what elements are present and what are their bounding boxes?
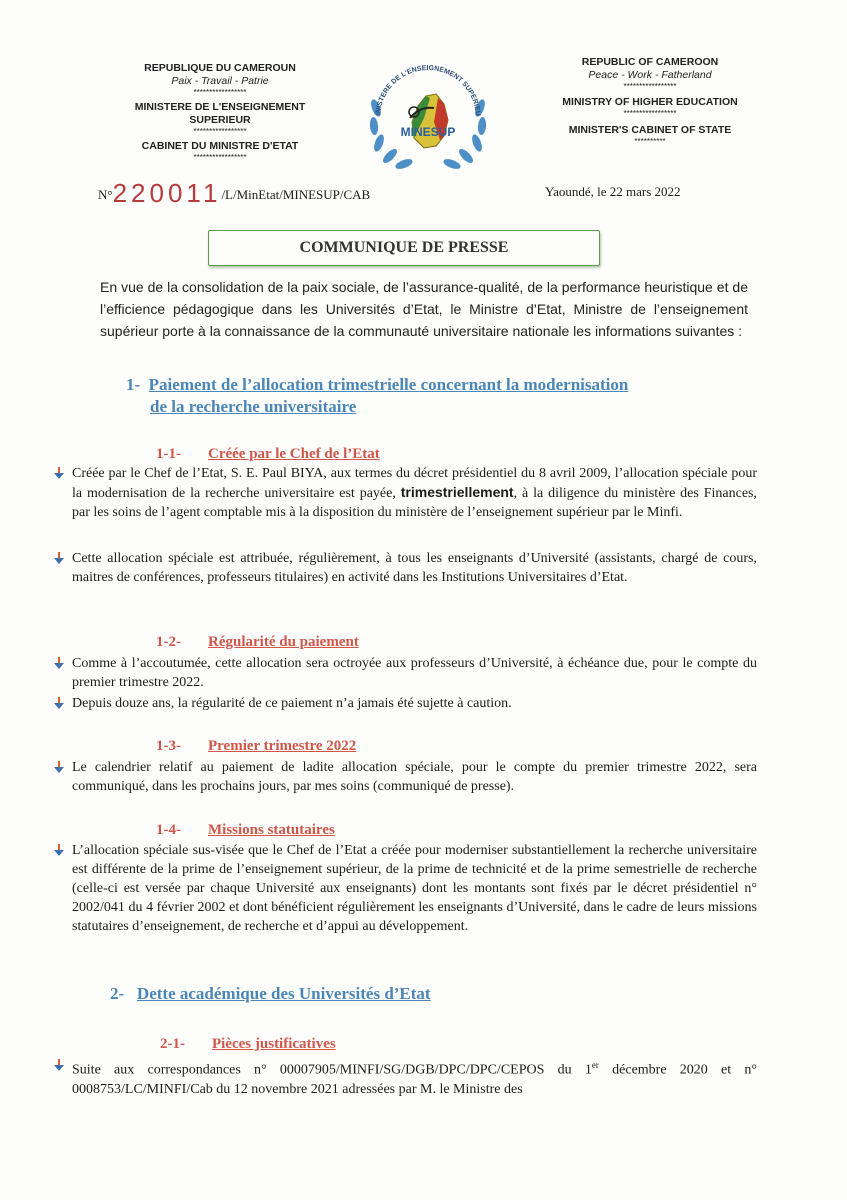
ministry-fr-line2: SUPERIEUR — [189, 114, 251, 126]
cabinet-fr: CABINET DU MINISTRE D'ETAT — [141, 140, 299, 152]
bullet-paragraph — [52, 654, 757, 692]
reference-suffix: /L/MinEtat/MINESUP/CAB — [221, 187, 371, 202]
stars-divider: ***************** — [193, 153, 247, 162]
section-title-line1: Paiement de l’allocation trimestrielle concernant la modernisation — [148, 375, 629, 394]
arrow-bullet-icon — [52, 1058, 66, 1072]
stars-divider: ********** — [634, 137, 666, 146]
stars-divider: ***************** — [623, 109, 677, 118]
bullet-paragraph — [52, 694, 757, 713]
bullet-text: Cette allocation spéciale est attribuée, régulièrement, à tous les enseignants d’Université (assistants, chargé de cours, maitres de conférences, professeurs titulaires) en activité dans les Institutions Universitaires d’Etat. — [72, 551, 757, 585]
subsection-number: 1-1- — [156, 446, 181, 462]
subsection-1-1-heading — [156, 446, 380, 463]
section-1-heading — [126, 374, 756, 418]
reference-prefix: N° — [98, 187, 113, 202]
reference-number — [98, 178, 418, 209]
section-title-line2: de la recherche universitaire — [150, 397, 357, 416]
subsection-number: 2-1- — [160, 1036, 185, 1052]
subsection-1-4-heading — [156, 822, 335, 839]
document-title: COMMUNIQUE DE PRESSE — [299, 239, 509, 256]
bullet-text: décembre 2020 et n° 0008753/LC/MINFI/Cab du 12 novembre 2021 adressées par M. le Ministre des — [72, 1062, 757, 1097]
motto-fr: Paix - Travail - Patrie — [171, 75, 269, 87]
subsection-2-1-heading — [160, 1036, 336, 1053]
bullet-text: Comme à l’accoutumée, cette allocation sera octroyée aux professeurs d’Université, à échéance due, pour le compte du premier trimestre 2022. — [72, 656, 757, 690]
header-left — [100, 62, 340, 162]
subsection-number: 1-3- — [156, 738, 181, 754]
bullet-paragraph — [52, 1056, 757, 1099]
subsection-title: Missions statutaires — [208, 822, 335, 838]
bullet-text: Créée par le Chef de l’Etat, S. E. Paul BIYA, aux termes du décret présidentiel du 8 avril 2009, l’allocation spéciale pour la modernisation de la recherche universitaire est payée, — [72, 466, 757, 501]
title-box — [208, 230, 600, 266]
subsection-title: Pièces justificatives — [212, 1036, 336, 1052]
bullet-text: Le calendrier relatif au paiement de ladite allocation spéciale, pour le compte du premier trimestre 2022, sera communiqué, dans les prochains jours, par mes soins (communiqué de presse). — [72, 760, 757, 794]
ministry-en: MINISTRY OF HIGHER EDUCATION — [562, 96, 738, 108]
stars-divider: ***************** — [193, 88, 247, 97]
bullet-text: Depuis douze ans, la régularité de ce paiement n’a jamais été sujette à caution. — [72, 696, 512, 711]
motto-en: Peace - Work - Fatherland — [588, 69, 712, 81]
subsection-1-3-heading — [156, 738, 356, 755]
cabinet-en: MINISTER'S CABINET OF STATE — [568, 124, 732, 136]
superscript: er — [591, 1060, 599, 1070]
arrow-bullet-icon — [52, 760, 66, 774]
country-en: REPUBLIC OF CAMEROON — [581, 56, 719, 68]
bullet-text: L’allocation spéciale sus-visée que le Chef de l’Etat a créée pour moderniser substantiellement la recherche universitaire est différente de la prime de l’enseignement supérieur, de la prime de technicité et de la prime semestrielle de recherche (celle-ci est versée par chaque Université aux enseignants) dont les montants sont fixés par le décret présidentiel n° 2002/041 du 4 février 2002 et dont bénéficient régulièrement les enseignants d’Université, dans le cadre de leurs missions statutaires d’enseignement, de recherche et d’appui au développement. — [72, 843, 757, 934]
subsection-title: Régularité du paiement — [208, 634, 359, 650]
section-number: 1- — [126, 375, 141, 394]
ministry-fr-line1: MINISTERE DE L'ENSEIGNEMENT — [134, 101, 306, 113]
logo-label: MINESUP — [400, 125, 456, 139]
bullet-paragraph — [52, 841, 757, 936]
stars-divider: ***************** — [193, 127, 247, 136]
arrow-bullet-icon — [52, 551, 66, 565]
arrow-bullet-icon — [52, 696, 66, 710]
intro-paragraph: En vue de la consolidation de la paix sociale, de l’assurance-qualité, de la performance heuristique et de l’efficience pédagogique dans les Universités d’Etat, le Ministre d’Etat, Ministre de l’enseignement supérieur porte à la connaissance de la communauté universitaire nationale les informations suivantes : — [100, 279, 748, 339]
subsection-1-2-heading — [156, 634, 359, 651]
bullet-text: , à la diligence du ministère des Finances, par les soins de l’agent comptable mis à la disposition du ministère de l’enseignement supérieur par le Minfi. — [72, 486, 758, 520]
bullet-bold-text: trimestriellement — [400, 484, 514, 500]
subsection-title: Premier trimestre 2022 — [208, 738, 357, 754]
minesup-logo — [358, 48, 498, 176]
stars-divider: ***************** — [623, 82, 677, 91]
logo-arc-text: INISTERE DE L'ENSEIGNEMENT SUPERIEU — [375, 64, 482, 117]
bullet-paragraph — [52, 758, 757, 796]
document-date: Yaoundé, le 22 mars 2022 — [545, 184, 681, 199]
subsection-number: 1-4- — [156, 822, 181, 838]
country-fr: REPUBLIQUE DU CAMEROUN — [144, 62, 296, 74]
arrow-bullet-icon — [52, 843, 66, 857]
section-2-heading — [110, 983, 740, 1005]
subsection-title: Créée par le Chef de l’Etat — [208, 446, 380, 462]
arrow-bullet-icon — [52, 656, 66, 670]
bullet-text: Suite aux correspondances n° 00007905/MINFI/SG/DGB/DPC/DPC/CEPOS du 1 — [72, 1062, 592, 1078]
arrow-bullet-icon — [52, 466, 66, 480]
section-number: 2- — [110, 984, 125, 1003]
bullet-paragraph — [52, 464, 757, 522]
section-title: Dette académique des Universités d’Etat — [136, 984, 431, 1003]
stamped-number: 220011 — [112, 178, 222, 208]
subsection-number: 1-2- — [156, 634, 181, 650]
bullet-paragraph — [52, 549, 757, 587]
header-right — [520, 56, 780, 146]
